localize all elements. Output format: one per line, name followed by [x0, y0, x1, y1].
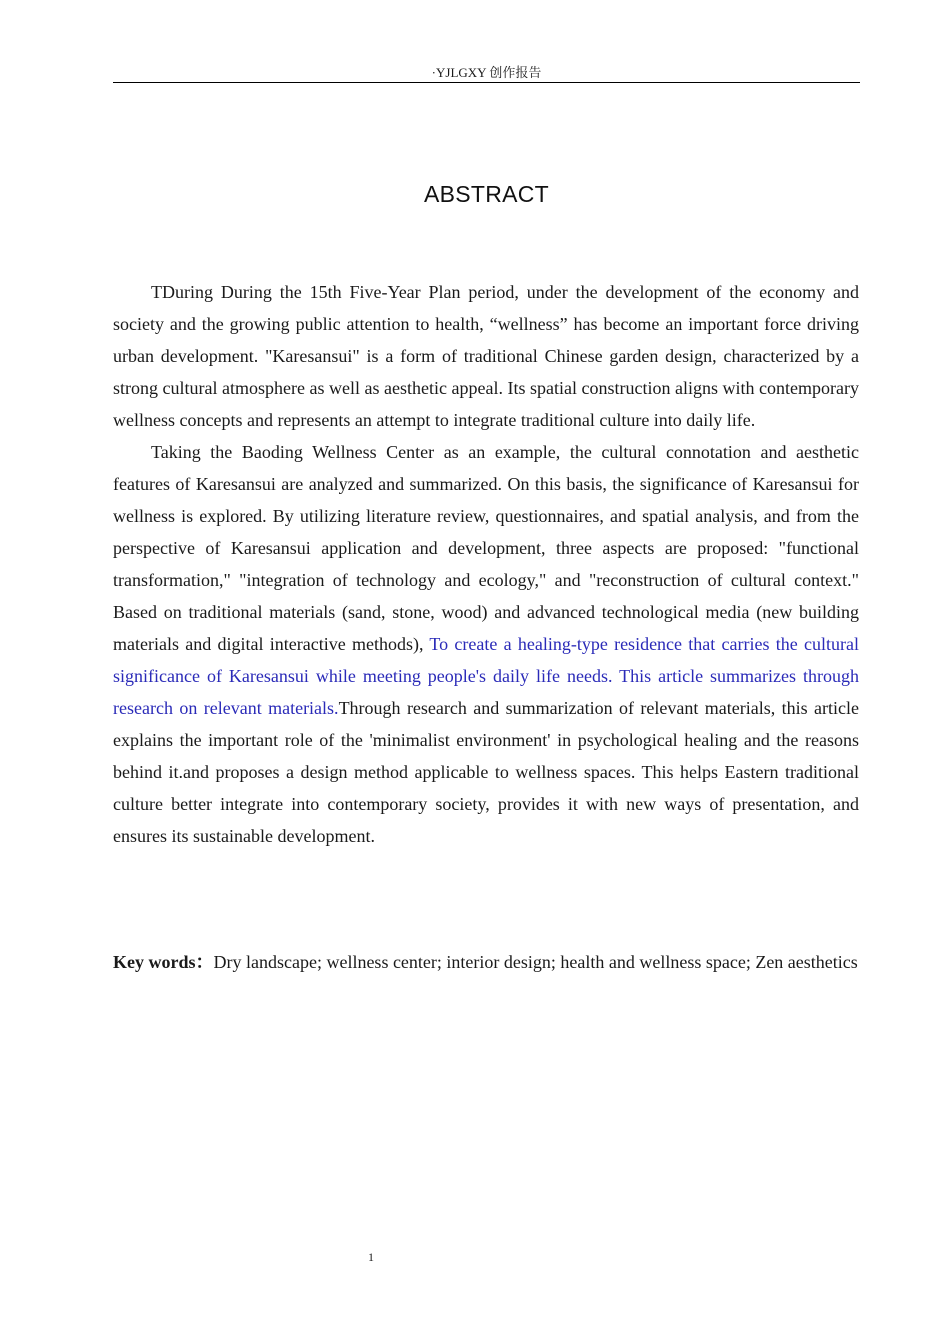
keywords-label: Key words：	[113, 952, 214, 972]
header-text: ·YJLGXY 创作报告	[431, 65, 542, 80]
keywords-section	[113, 946, 859, 978]
paragraph-2-start: Taking the Baoding Wellness Center as an example, the cultural connotation and aesthetic features of Karesansui are analyzed and summarized. On this basis, the significance of Karesansui for wellness is explored. By utilizing literature review, questionnaires, and spatial analysis, and from the perspective of Karesansui application and development, three aspects are proposed: "functional transformation," "integration of technology and ecology," and "reconstruction of cultural context." Based on traditional materials (sand, stone, wood) and advanced technological media (new building materials and digital interactive methods),	[113, 442, 859, 654]
paragraph-2	[113, 436, 859, 852]
abstract-title: ABSTRACT	[423, 181, 550, 207]
abstract-body	[113, 276, 859, 852]
paragraph-2-end: Through research and summarization of relevant materials, this article explains the important role of the 'minimalist environment' in psychological healing and the reasons behind it.and proposes a design method applicable to wellness spaces. This helps Eastern traditional culture better integrate into contemporary society, provides it with new ways of presentation, and ensures its sustainable development.	[113, 698, 859, 846]
highlighted-text: To create a healing-type residence that carries the cultural significance of Karesansui while meeting people's daily life needs. This article summarizes through research on relevant materials.	[113, 634, 859, 718]
paragraph-1: TDuring During the 15th Five-Year Plan period, under the development of the economy and society and the growing public attention to health, “wellness” has become an important force driving urban development. "Karesansui" is a form of traditional Chinese garden design, characterized by a strong cultural atmosphere as well as aesthetic appeal. Its spatial construction aligns with contemporary wellness concepts and represents an attempt to integrate traditional culture into daily life.	[113, 282, 859, 430]
page-header	[113, 63, 860, 83]
page-number: 1	[368, 1250, 374, 1264]
keywords-text: Dry landscape; wellness center; interior design; health and wellness space; Zen aesthetics	[213, 952, 858, 972]
